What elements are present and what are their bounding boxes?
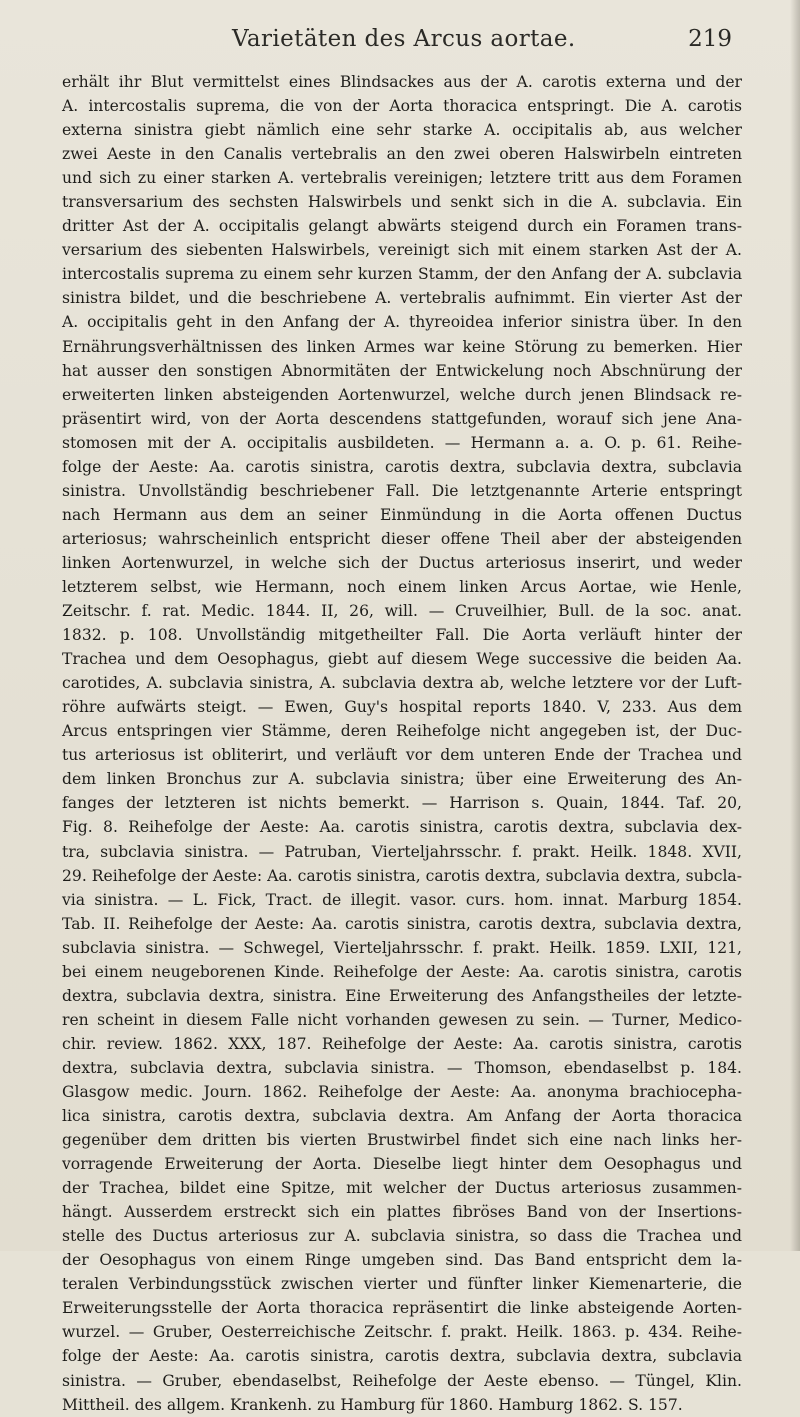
text-line: erweiterten linken absteigenden Aortenwurzel, welche durch jenen Blindsack re- [62, 385, 742, 404]
text-line: Glasgow medic. Journ. 1862. Reihefolge der Aeste: Aa. anonyma brachiocepha- [62, 1082, 742, 1101]
text-line: transversarium des sechsten Halswirbels und senkt sich in die A. subclavia. Ein [62, 193, 742, 212]
running-title: Varietäten des Arcus aortae. [232, 26, 576, 52]
text-line: Arcus entspringen vier Stämme, deren Reihefolge nicht angegeben ist, der Duc- [62, 722, 742, 741]
page-header [232, 26, 732, 62]
text-line: Zeitschr. f. rat. Medic. 1844. II, 26, will. — Cruveilhier, Bull. de la soc. anat. [62, 602, 742, 621]
text-line: der Trachea, bildet eine Spitze, mit welcher der Ductus arteriosus zusammen- [62, 1179, 742, 1198]
text-line: stelle des Ductus arteriosus zur A. subclavia sinistra, so dass die Trachea und [62, 1227, 742, 1246]
text-line: folge der Aeste: Aa. carotis sinistra, carotis dextra, subclavia dextra, subclavia [62, 457, 742, 476]
text-line: linken Aortenwurzel, in welche sich der Ductus arteriosus inserirt, und weder [62, 553, 742, 572]
text-line: röhre aufwärts steigt. — Ewen, Guy's hospital reports 1840. V, 233. Aus dem [62, 698, 742, 717]
text-line: dritter Ast der A. occipitalis gelangt abwärts steigend durch ein Foramen trans- [62, 217, 742, 236]
text-line: externa sinistra giebt nämlich eine sehr starke A. occipitalis ab, aus welcher [62, 121, 742, 140]
body-text [62, 70, 742, 1417]
text-line: sinistra. — Gruber, ebendaselbst, Reihefolge der Aeste ebenso. — Tüngel, Klin. [62, 1371, 742, 1390]
page-edge-shadow [790, 0, 800, 1251]
text-line: tus arteriosus ist obliterirt, und verläuft vor dem unteren Ende der Trachea und [62, 746, 742, 765]
text-line: A. intercostalis suprema, die von der Aorta thoracica entspringt. Die A. carotis [62, 97, 742, 116]
text-line: Mittheil. des allgem. Krankenh. zu Hamburg für 1860. Hamburg 1862. S. 157. [62, 1395, 683, 1414]
text-line: Fig. 8. Reihefolge der Aeste: Aa. carotis sinistra, carotis dextra, subclavia dex- [62, 818, 742, 837]
text-line: Ernährungsverhältnissen des linken Armes war keine Störung zu bemerken. Hier [62, 337, 742, 356]
text-line: Tab. II. Reihefolge der Aeste: Aa. carotis sinistra, carotis dextra, subclavia dextra, [62, 914, 742, 933]
text-line: dem linken Bronchus zur A. subclavia sinistra; über eine Erweiterung des An- [62, 770, 742, 789]
text-line: folge der Aeste: Aa. carotis sinistra, carotis dextra, subclavia dextra, subclavia [62, 1347, 742, 1366]
page-number: 219 [688, 26, 732, 52]
text-line: hat ausser den sonstigen Abnormitäten der Entwickelung noch Abschnürung der [62, 361, 742, 380]
text-line: präsentirt wird, von der Aorta descendens stattgefunden, worauf sich jene Ana- [62, 409, 742, 428]
text-line: gegenüber dem dritten bis vierten Brustwirbel findet sich eine nach links her- [62, 1131, 742, 1150]
text-line: Trachea und dem Oesophagus, giebt auf diesem Wege successive die beiden Aa. [62, 650, 742, 669]
text-line: und sich zu einer starken A. vertebralis vereinigen; letztere tritt aus dem Foramen [62, 169, 742, 188]
text-line: teralen Verbindungsstück zwischen vierter und fünfter linker Kiemenarterie, die [62, 1275, 742, 1294]
text-line: arteriosus; wahrscheinlich entspricht dieser offene Theil aber der absteigenden [62, 529, 742, 548]
text-line: fanges der letzteren ist nichts bemerkt. — Harrison s. Quain, 1844. Taf. 20, [62, 794, 742, 813]
text-line: sinistra. Unvollständig beschriebener Fall. Die letztgenannte Arterie entspringt [62, 481, 742, 500]
text-line: A. occipitalis geht in den Anfang der A. thyreoidea inferior sinistra über. In den [62, 313, 742, 332]
text-line: zwei Aeste in den Canalis vertebralis an den zwei oberen Halswirbeln eintreten [62, 145, 742, 164]
text-line: stomosen mit der A. occipitalis ausbildeten. — Hermann a. a. O. p. 61. Reihe- [62, 433, 742, 452]
text-line: bei einem neugeborenen Kinde. Reihefolge der Aeste: Aa. carotis sinistra, carotis [62, 962, 742, 981]
text-line: wurzel. — Gruber, Oesterreichische Zeitschr. f. prakt. Heilk. 1863. p. 434. Reihe- [62, 1323, 742, 1342]
text-line: intercostalis suprema zu einem sehr kurzen Stamm, der den Anfang der A. subclavia [62, 265, 742, 284]
text-line: dextra, subclavia dextra, sinistra. Eine Erweiterung des Anfangstheiles der letzte- [62, 986, 742, 1005]
text-line: dextra, subclavia dextra, subclavia sinistra. — Thomson, ebendaselbst p. 184. [62, 1058, 742, 1077]
text-line: sinistra bildet, und die beschriebene A. vertebralis aufnimmt. Ein vierter Ast der [62, 289, 742, 308]
text-line: tra, subclavia sinistra. — Patruban, Vierteljahrsschr. f. prakt. Heilk. 1848. XVII, [62, 842, 742, 861]
text-line: Erweiterungsstelle der Aorta thoracica repräsentirt die linke absteigende Aorten- [62, 1299, 742, 1318]
text-line: carotides, A. subclavia sinistra, A. subclavia dextra ab, welche letztere vor der Luft- [62, 674, 742, 693]
text-line: via sinistra. — L. Fick, Tract. de illegit. vasor. curs. hom. innat. Marburg 1854. [62, 890, 742, 909]
text-line: hängt. Ausserdem erstreckt sich ein plattes fibröses Band von der Insertions- [62, 1203, 742, 1222]
text-line: versarium des siebenten Halswirbels, vereinigt sich mit einem starken Ast der A. [62, 241, 742, 260]
text-line: ren scheint in diesem Falle nicht vorhanden gewesen zu sein. — Turner, Medico- [62, 1010, 742, 1029]
text-line: subclavia sinistra. — Schwegel, Vierteljahrsschr. f. prakt. Heilk. 1859. LXII, 121, [62, 938, 742, 957]
text-line: 1832. p. 108. Unvollständig mitgetheilter Fall. Die Aorta verläuft hinter der [62, 626, 742, 645]
text-line: lica sinistra, carotis dextra, subclavia dextra. Am Anfang der Aorta thoracica [62, 1107, 742, 1126]
text-line: 29. Reihefolge der Aeste: Aa. carotis sinistra, carotis dextra, subclavia dextra, subcla- [62, 866, 742, 885]
text-line: letzterem selbst, wie Hermann, noch einem linken Arcus Aortae, wie Henle, [62, 577, 742, 596]
text-line: nach Hermann aus dem an seiner Einmündung in die Aorta offenen Ductus [62, 505, 742, 524]
text-line: vorragende Erweiterung der Aorta. Dieselbe liegt hinter dem Oesophagus und [62, 1155, 742, 1174]
text-line: chir. review. 1862. XXX, 187. Reihefolge der Aeste: Aa. carotis sinistra, carotis [62, 1034, 742, 1053]
text-line: erhält ihr Blut vermittelst eines Blindsackes aus der A. carotis externa und der [62, 73, 742, 91]
text-line: der Oesophagus von einem Ringe umgeben sind. Das Band entspricht dem la- [62, 1251, 742, 1270]
